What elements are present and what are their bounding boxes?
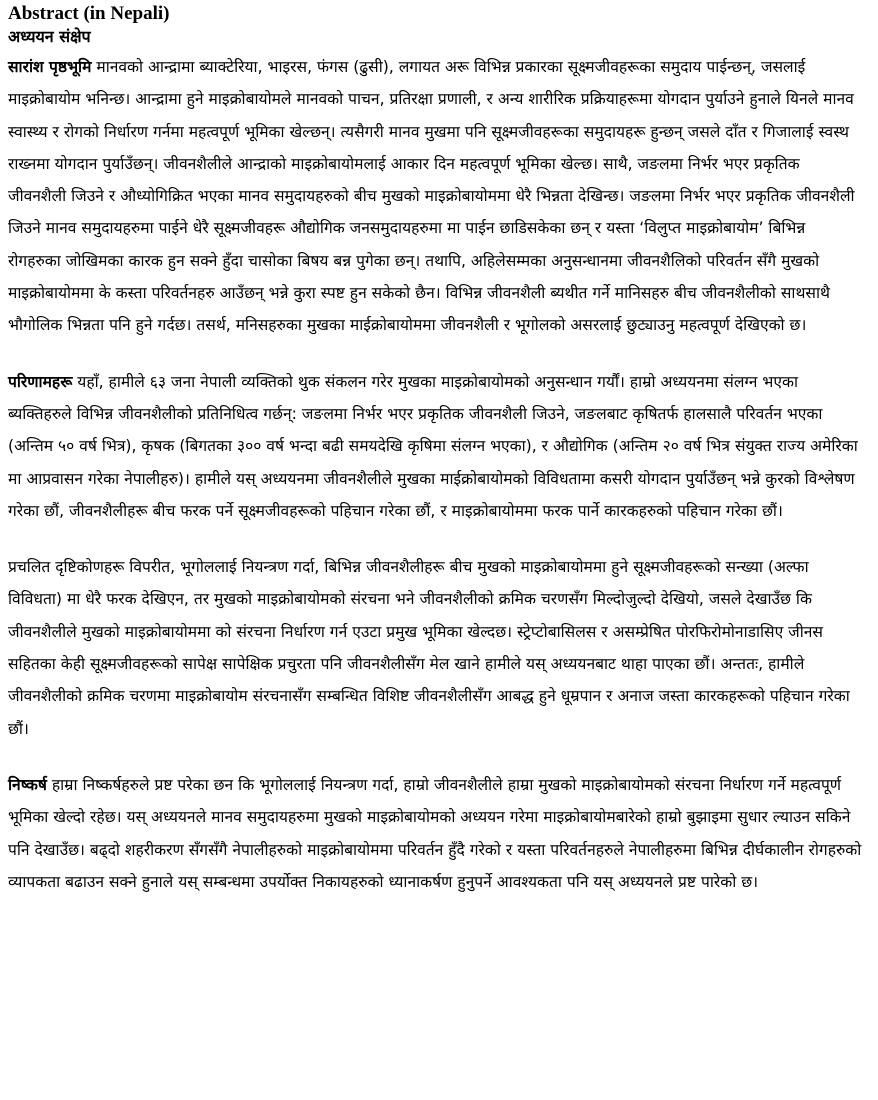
- section-text-conclusion: हाम्रा निष्कर्षहरुले प्रष्ट परेका छन कि भूगोललाई नियन्त्रण गर्दा, हाम्रो जीवनशैलीले हाम्रा मुखको माइक्रोबायोमको संरचना निर्धारण गर्ने महत्वपूर्ण भूमिका खेल्दो रहेछ। यस् अध्ययनले मानव समुदायहरुमा मुखको माइक्रोबायोमको अध्ययन गरेमा माइक्रोबायोमबारेको हाम्रो बुझाइमा सुधार ल्याउन सकिने पनि देखाउँछ। बढ्दो शहरीकरण सँगसँगै नेपालीहरुको माइक्रोबायोममा परिवर्तन हुँदै गरेको र यस्ता परिवर्तनहरुले नेपालीहरुमा बिभिन्न दीर्घकालीन रोगहरुको व्यापकता बढाउन सक्ने हुनाले यस् सम्बन्धमा उपर्योक्त निकायहरुको ध्यानाकर्षण हुनुपर्ने आवश्यकता पनि यस् अध्ययनले प्रष्ट पारेको छ।: [8, 775, 862, 891]
- section-heading-conclusion: निष्कर्ष: [8, 775, 47, 794]
- section-results-continued: [8, 551, 862, 745]
- section-heading-background: सारांश पृष्ठभूमि: [8, 58, 92, 76]
- section-conclusion: [8, 769, 862, 898]
- section-heading-results: परिणामहरू: [8, 372, 73, 391]
- section-background: [8, 51, 862, 342]
- section-results: [8, 366, 862, 527]
- section-text-background: मानवको आन्द्रामा ब्याक्टेरिया, भाइरस, फंगस (ढुसी), लगायत अरू विभिन्न प्रकारका सूक्ष्मजीवहरूका समुदाय पाईन्छन्, जसलाई माइक्रोबायोम भनिन्छ। आन्द्रामा हुने माइक्रोबायोमले मानवको पाचन, प्रतिरक्षा प्रणाली, र अन्य शारीरिक प्रक्रियाहरूमा योगदान पुर्याउने हुनाले यिनले मानव स्वास्थ्य र रोगको निर्धारण गर्नमा महत्वपूर्ण भूमिका खेल्छन्। त्यसैगरी मानव मुखमा पनि सूक्ष्मजीवहरूका समुदायहरू हुन्छन् जसले दाँत र गिजालाई स्वस्थ राख्नमा योगदान पुर्याउँछन्। जीवनशैलीले आन्द्राको माइक्रोबायोमलाई आकार दिन महत्वपूर्ण भूमिका खेल्छ। साथै, जङलमा निर्भर भएर प्रकृतिक जीवनशैली जिउने र औध्योगिक्रित भएका मानव समुदायहरुको बीच मुखको माइक्रोबायोममा धेरै भिन्नता देखिन्छ। जङलमा निर्भर भएर प्रकृतिक जीवनशैली जिउने मानव समुदायहरुमा पाईने धेरै सूक्ष्मजीवहरू औद्योगिक जनसमुदायहरुमा मा पाईन छाडिसकेका छन् र यस्ता ‘विलुप्त माइक्रोबायोम’ बिभिन्न रोगहरुका जोखिमका कारक हुन सक्ने हुँदा चासोका बिषय बन्न पुगेका छन्। तथापि, अहिलेसम्मका अनुसन्धानमा जीवनशैलिको परिवर्तन सँगै मुखको माइक्रोबायोममा के कस्ता परिवर्तनहरु आउँछन् भन्ने कुरा स्पष्ट हुन सकेको छैन। विभिन्न जीवनशैली ब्यथीत गर्ने मानिसहरु बीच जीवनशैलीको साथसाथै भौगोलिक भिन्नता पनि हुने गर्दछ। तसर्थ, मनिसहरुका मुखका माईक्रोबायोममा जीवनशैली र भूगोलको असरलाई छुट्याउनु महत्वपूर्ण देखिएको छ।: [8, 58, 855, 335]
- section-text-results-continued: प्रचलित दृष्टिकोणहरू विपरीत, भूगोललाई नियन्त्रण गर्दा, बिभिन्न जीवनशैलीहरू बीच मुखको माइक्रोबायोममा हुने सूक्ष्मजीवहरूको सन्ख्या (अल्फा विविधता) मा धेरै फरक देखिएन, तर मुखको माइक्रोबायोमको संरचना भने जीवनशैलीको क्रमिक चरणसँग मिल्दोजुल्दो देखियो, जसले देखाउँछ कि जीवनशैलीले मुखको माइक्रोबायोममा को संरचना निर्धारण गर्न एउटा प्रमुख भूमिका खेल्दछ। स्ट्रेप्टोबासिलस र असम्प्रेषित पोरफिरोमोनाडासिए जीनस सहितका केही सूक्ष्मजीवहरूको सापेक्ष सापेक्षिक प्रचुरता पनि जीवनशैलीसँग मेल खाने हामीले यस् अध्ययनबाट थाहा पाएका छौं। अन्ततः, हामीले जीवनशैलीको क्रमिक चरणमा माइक्रोबायोम संरचनासँग सम्बन्धित विशिष्ट जीवनशैलीसँग आबद्ध हुने धूम्रपान र अनाज जस्ता कारकहरूको पहिचान गरेका छौं।: [8, 558, 850, 738]
- section-text-results: यहाँ, हामीले ६३ जना नेपाली व्यक्तिको थुक संकलन गरेर मुखका माइक्रोबायोमको अनुसन्धान गर्यौं। हाम्रो अध्ययनमा संलग्न भएका ब्यक्तिहरुले विभिन्न जीवनशैलीको प्रतिनिधित्व गर्छन्: जङलमा निर्भर भएर प्रकृतिक जीवनशैली जिउने, जङलबाट कृषितर्फ हालसालै परिवर्तन भएका (अन्तिम ५० वर्ष भित्र), कृषक (बिगतका ३०० वर्ष भन्दा बढी समयदेखि कृषिमा संलग्न भएका), र औद्योगिक (अन्तिम २० वर्ष भित्र संयुक्त राज्य अमेरिका मा आप्रवासन गरेका नेपालीहरु)। हामीले यस् अध्ययनमा जीवनशैलीले मुखका माईक्रोबायोमको विविधतामा कसरी योगदान पुर्याउँछन् भन्ने कुरको विश्लेषण गरेका छौं, जीवनशैलीहरू बीच फरक पर्ने सूक्ष्मजीवहरूको पहिचान गरेका छौं, र माइक्रोबायोममा फरक पार्ने कारकहरुको पहिचान गरेका छौं।: [8, 372, 858, 520]
- document-title: Abstract (in Nepali): [8, 3, 170, 24]
- document-subtitle: अध्ययन संक्षेप: [8, 27, 91, 46]
